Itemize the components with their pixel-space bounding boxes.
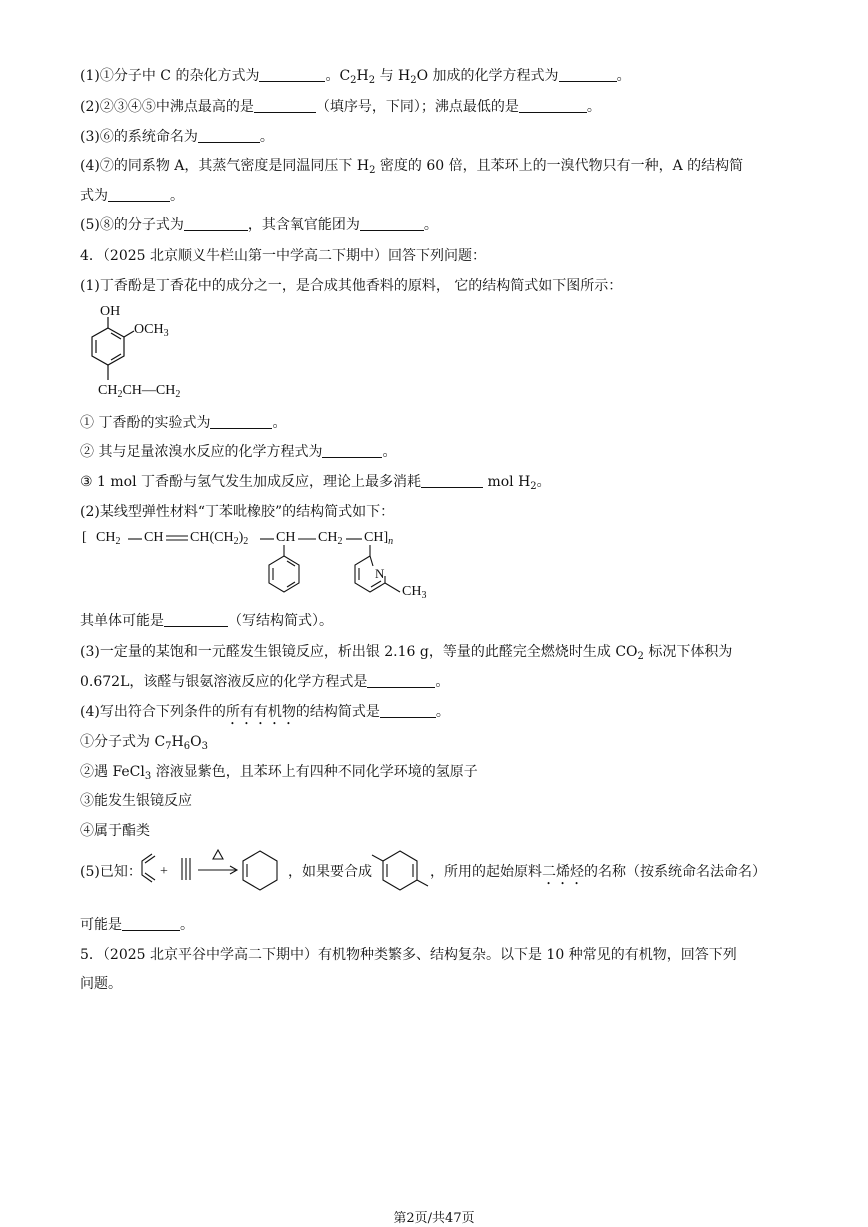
answer-blank[interactable] [254,98,316,113]
answer-blank[interactable] [380,703,436,718]
q4-s2-intro: (2)某线型弹性材料“丁苯吡橡胶”的结构简式如下： [80,504,395,520]
answer-blank[interactable] [367,673,435,688]
q4-cond4: ④属于酯类 [80,823,150,839]
q3-part5: (5)⑧的分子式为 ，其含氧官能团为 。 [80,217,438,233]
answer-blank[interactable] [421,473,483,488]
q4-cond2: ②遇 FeCl$_3$ 溶液显紫色，且苯环上有四种不同化学环境的氢原子 [80,764,478,782]
svg-text:CH(CH2)2: $CH(CH_2)_2$ [190,530,249,547]
answer-blank[interactable] [184,216,248,231]
q4-s4: (4)写出符合下列条件的所有有机物的结构简式是 。 [80,704,450,720]
svg-text:+: + [160,864,168,879]
answer-blank[interactable] [198,128,260,143]
svg-text:CH2: $CH_2$ [96,530,121,547]
answer-blank[interactable] [164,612,228,627]
svg-text:CH]n: $CH]_n$ [364,530,394,547]
q4-s5-text1: ，如果要合成 [288,864,372,880]
answer-blank[interactable] [122,916,180,931]
q5-line2: 问题。 [80,976,122,992]
svg-text:CH: CH [276,530,296,545]
svg-text:CH3: $CH_3$ [402,584,427,601]
q4-s3-cont: 0.672L，该醛与银氨溶液反应的化学方程式是 。 [80,674,450,690]
q3-part3: (3)⑥的系统命名为 。 [80,129,274,145]
q4-cond3: ③能发生银镜反应 [80,793,192,809]
q4-s5-cont: 可能是 。 [80,917,194,933]
svg-text:CH2: $CH_2$ [318,530,343,547]
svg-text:CH: CH [144,530,164,545]
q4-s5-text2: ，所用的起始原料二烯烃的名称（按系统命名法命名） [430,864,766,880]
q4-s1-q2: ② 其与足量浓溴水反应的化学方程式为 。 [80,444,397,460]
q4-cond1: ①分子式为 $C_7H_6O_3$ [80,734,208,752]
page-footer: 第2页/共47页 [393,1211,475,1226]
q4-s2-q: 其单体可能是 （写结构简式）。 [80,613,333,629]
q3-part4: (4)⑦的同系物 A，其蒸气密度是同温同压下 $H_2$ 密度的 60 倍，且苯环上的一溴代物只有一种，A 的结构简 [80,158,744,176]
q4-s5-label: (5)已知： [80,864,142,880]
svg-text:OH: OH [100,304,121,319]
answer-blank[interactable] [559,67,617,82]
answer-blank[interactable] [259,67,325,82]
rubber-structure [80,526,440,608]
eugenol-structure [86,300,226,405]
q5-line1: 5．（2025 北京平谷中学高二下期中）有机物种类繁多、结构复杂。以下是 10 种常见的有机物，回答下列 [80,947,737,963]
answer-blank[interactable] [210,414,272,429]
dimethylcyclohexadiene-target [370,848,432,892]
q4-s1-q3: ③ 1 mol 丁香酚与氢气发生加成反应，理论上最多消耗 mol $H_2$。 [80,474,551,492]
q4-s1-q1: ① 丁香酚的实验式为 。 [80,415,287,431]
svg-text:[: [ [82,530,87,545]
answer-blank[interactable] [322,443,382,458]
q3-part2: (2)②③④⑤中沸点最高的是 （填序号，下同）；沸点最低的是 。 [80,99,601,115]
q4-s1-intro: (1)丁香酚是丁香花中的成分之一，是合成其他香料的原料， 它的结构简式如下图所示： [80,278,623,294]
answer-blank[interactable] [519,98,587,113]
q4-s3: (3)一定量的某饱和一元醛发生银镜反应，析出银 2.16 g，等量的此醛完全燃烧时生成 $CO_2$ 标况下体积为 [80,644,733,662]
diels-alder-reactants [140,846,240,892]
q3-part1: (1)①分子中 C 的杂化方式为 。$C_2H_2$ 与 $H_2O$ 加成的化学方程式为 。 [80,68,631,86]
answer-blank[interactable] [108,187,170,202]
svg-text:CH2CH—CH2: $CH_2CH—CH_2$ [98,383,181,400]
svg-text:OCH3: $OCH_3$ [134,322,169,339]
cyclohexene-product [240,848,290,892]
q3-part4-cont: 式为 。 [80,188,184,204]
answer-blank[interactable] [360,216,424,231]
q4-header: 4．（2025 北京顺义牛栏山第一中学高二下期中）回答下列问题： [80,248,486,264]
svg-text:N: N [375,566,385,581]
